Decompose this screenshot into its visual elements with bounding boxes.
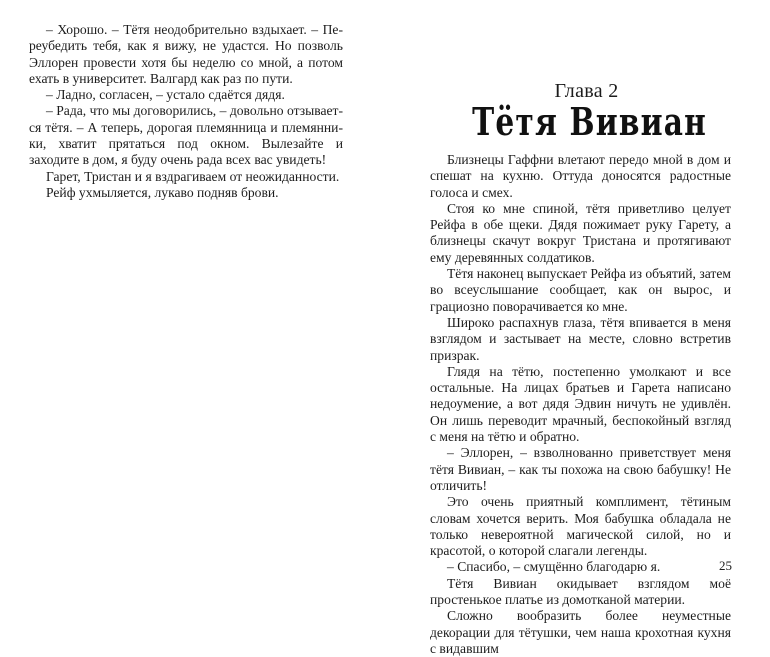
paragraph: Глядя на тётю, постепенно умолкают и все остальные. На лицах братьев и Гарета написано недоумение, а вот дядя Эдвин ничуть не удивлён. Он лишь переводит мрачный, беспокойный взгляд с меня на тётю и обратно. — [430, 363, 731, 445]
chapter-label: Глава 2 — [554, 80, 619, 102]
paragraph: Широко распахнув глаза, тётя впивается в меня взглядом и застывает на месте, словно встретив призрак. — [430, 314, 731, 363]
paragraph: Тётя Вивиан окидывает взглядом моё простенькое платье из домотканой материи. — [430, 575, 731, 608]
left-page-text — [29, 22, 343, 201]
right-page — [385, 0, 770, 656]
left-page — [0, 0, 385, 601]
paragraph: – Эллорен, – взволнованно приветствует меня тётя Вивиан, – как ты похожа на свою бабушку! Не отличить! — [430, 445, 731, 493]
paragraph: Сложно вообразить более неуместные декорации для тётушки, чем наша крохотная кухня с видавшим — [430, 608, 731, 656]
page-number: 25 — [719, 558, 732, 573]
paragraph: – Ладно, согласен, – устало сдаётся дядя. — [46, 87, 285, 103]
paragraph: Рейф ухмыляется, лукаво подняв брови. — [46, 184, 279, 200]
paragraph: Тётя наконец выпускает Рейфа из объятий, затем во всеуслышание сообщает, как он вырос, и грациозно поворачивается ко мне. — [430, 266, 731, 314]
right-page-text — [430, 152, 731, 657]
paragraph: Близнецы Гаффни влетают передо мной в дом и спешат на кухню. Оттуда доносятся радостные голоса и смех. — [430, 152, 731, 200]
paragraph: – Рада, что мы договорились, – довольно отзывается тётя. – А теперь, дорогая племянница и племянники, хватит прятаться под окном. Вылезайте и заходите в дом, я буду очень рада всех вас увидеть! — [29, 103, 343, 168]
paragraph: Стоя ко мне спиной, тётя приветливо целует Рейфа в обе щеки. Дядя пожимает руку Гарету, а близнецы скачут вокруг Тристана и протягивают ему деревянных солдатиков. — [430, 200, 731, 265]
paragraph: – Хорошо. – Тётя неодобрительно вздыхает. – Переубедить тебя, как я вижу, не удастся. Но позволь Эллорен провести хотя бы неделю со мной, а потом ехать в университет. Валгард как раз по пути. — [29, 22, 343, 86]
chapter-title: Тётя Вивиан — [472, 99, 708, 144]
paragraph: Гарет, Тристан и я вздрагиваем от неожиданности. — [46, 168, 340, 184]
paragraph: Это очень приятный комплимент, тётиным словам хочется верить. Моя бабушка обладала не только невероятной магической силой, но и красотой, о которой слагали легенды. — [430, 494, 731, 559]
paragraph: – Спасибо, – смущённо благодарю я. — [447, 559, 661, 575]
